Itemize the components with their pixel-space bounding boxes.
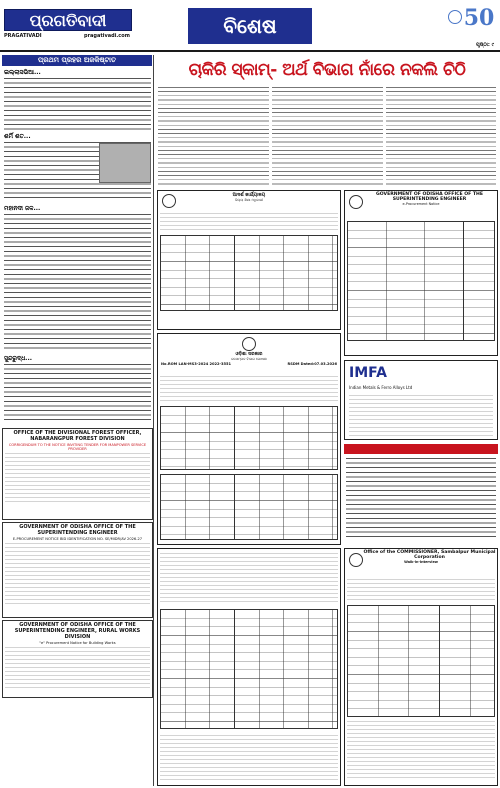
- headline-band: [156, 55, 498, 85]
- ad-title: ଓଡ଼ିଶା ସରକାର: [235, 352, 263, 357]
- ad-title: GOVERNMENT OF ODISHA OFFICE OF THE SUPERINTENDING ENGINEER, RURAL WORKS DIVISION: [14, 622, 141, 640]
- newspaper-logo[interactable]: ପ୍ରଗତିବାଦୀ: [4, 9, 132, 31]
- article-block-2: [2, 142, 153, 202]
- ad-title: Office of the COMMISSIONER, Sambalpur Municipal Corporation: [363, 550, 496, 560]
- article-photo: [99, 143, 151, 183]
- vacancy-table: [347, 605, 495, 717]
- main-headline[interactable]: ଚାକିରି ସ୍କାମ୍- ଅର୍ଥ ବିଭାଗ ନାଁରେ ନକଲି ଚିଠି: [188, 60, 466, 80]
- schedule-table-1: [160, 406, 338, 470]
- ad-subtitle: ଜଳସମ୍ପଦ ବିଭାଗ ଘୋଷଣା: [231, 357, 267, 361]
- tender-ad-superintending-engineer: [2, 522, 153, 618]
- tender-ad-right-engineer: [344, 190, 498, 356]
- ad-subtitle: E-PROCUREMENT NOTICE BID IDENTIFICATION NO. SE/MIDR/AV 2026-27: [12, 537, 143, 541]
- government-emblem-icon: [349, 195, 363, 209]
- tender-ad-lower: [157, 548, 341, 786]
- tender-ad-rural-works: [2, 620, 153, 698]
- reference-date: RSDM Dated:07.03.2026: [287, 362, 337, 366]
- ad-subtitle: ଜିଲ୍ଲା ଶିକ୍ଷା ଅଧିକାରୀ: [234, 198, 264, 202]
- odisha-emblem-icon: [242, 337, 256, 351]
- tender-detail-table: [160, 609, 338, 729]
- ad-title: OFFICE OF THE DIVISIONAL FOREST OFFICER, NABARANGPUR FOREST DIVISION: [13, 430, 142, 442]
- ad-subtitle: e-Procurement Notice: [402, 202, 440, 206]
- subhead-3: ମହାନଦୀ ଜଳ...: [4, 205, 41, 212]
- left-column: [2, 55, 154, 786]
- reference-number: No.ROM LAN-MS3-2024 2022-3551: [161, 362, 231, 366]
- imfa-logo: IMFA: [349, 365, 387, 381]
- article-text-3: [2, 214, 153, 352]
- subhead-1: ଇଲ୍ଲାସଭିଆ...: [4, 69, 41, 76]
- imfa-subtitle: Indian Metals & Ferro Alloys Ltd: [349, 385, 413, 390]
- logo-latin-name: PRAGATIVADI: [4, 33, 42, 39]
- government-emblem-icon: [162, 194, 176, 208]
- article-text-4: [2, 364, 153, 424]
- website-label: pragativadi.com: [84, 33, 130, 39]
- article-text-1: [2, 78, 153, 130]
- anniversary-number: 50: [463, 5, 495, 31]
- schedule-table-2: [160, 474, 338, 540]
- article-text-right: [344, 458, 498, 538]
- tender-ad-water-resources: [157, 333, 341, 545]
- story-column-2: [272, 87, 383, 187]
- masthead: [0, 0, 500, 52]
- tender-ad-forest: [2, 428, 153, 520]
- anniversary-emblem-icon: [448, 10, 462, 24]
- tender-table: [160, 235, 338, 311]
- page-number: ପୃଷ୍ଠା: ୯: [476, 42, 495, 48]
- subhead-2: ଶର୍ମି ଶତ...: [4, 133, 31, 140]
- bid-detail-table: [347, 221, 495, 341]
- tender-ad-education: [157, 190, 341, 330]
- story-column-3: [386, 87, 496, 187]
- section-title: ବିଶେଷ: [188, 8, 312, 44]
- left-column-title: ପ୍ରଥମ ପ୍ରହର ଅଜକିଷ୍ଟାତ: [2, 55, 152, 66]
- ad-title: ଆଦର୍ଶ କାର୍ଯ୍ୟାଳୟ: [232, 193, 266, 198]
- ad-title: GOVERNMENT OF ODISHA OFFICE OF THE SUPERINTENDING ENGINEER: [375, 192, 484, 202]
- ad-subtitle: "e" Procurement Notice for Building Works: [39, 641, 116, 645]
- main-story: [156, 87, 498, 187]
- walk-in-interview-ad: [344, 548, 498, 786]
- ad-subtitle: CORRIGENDUM TO THE NOTICE INVITING TENDER FOR MANPOWER SERVICE PROVIDER: [8, 443, 147, 451]
- corporate-ad-imfa: [344, 360, 498, 440]
- ad-subtitle: Walk-in-Interview: [404, 560, 438, 564]
- municipal-emblem-icon: [349, 553, 363, 567]
- subhead-4: ସୁନ୍ଦରୁଦ୍ଧ...: [4, 355, 33, 362]
- edition-strip: [138, 10, 148, 44]
- red-banner: [344, 444, 498, 454]
- story-column-1: [158, 87, 269, 187]
- ad-title: GOVERNMENT OF ODISHA OFFICE OF THE SUPERINTENDING ENGINEER: [19, 524, 136, 536]
